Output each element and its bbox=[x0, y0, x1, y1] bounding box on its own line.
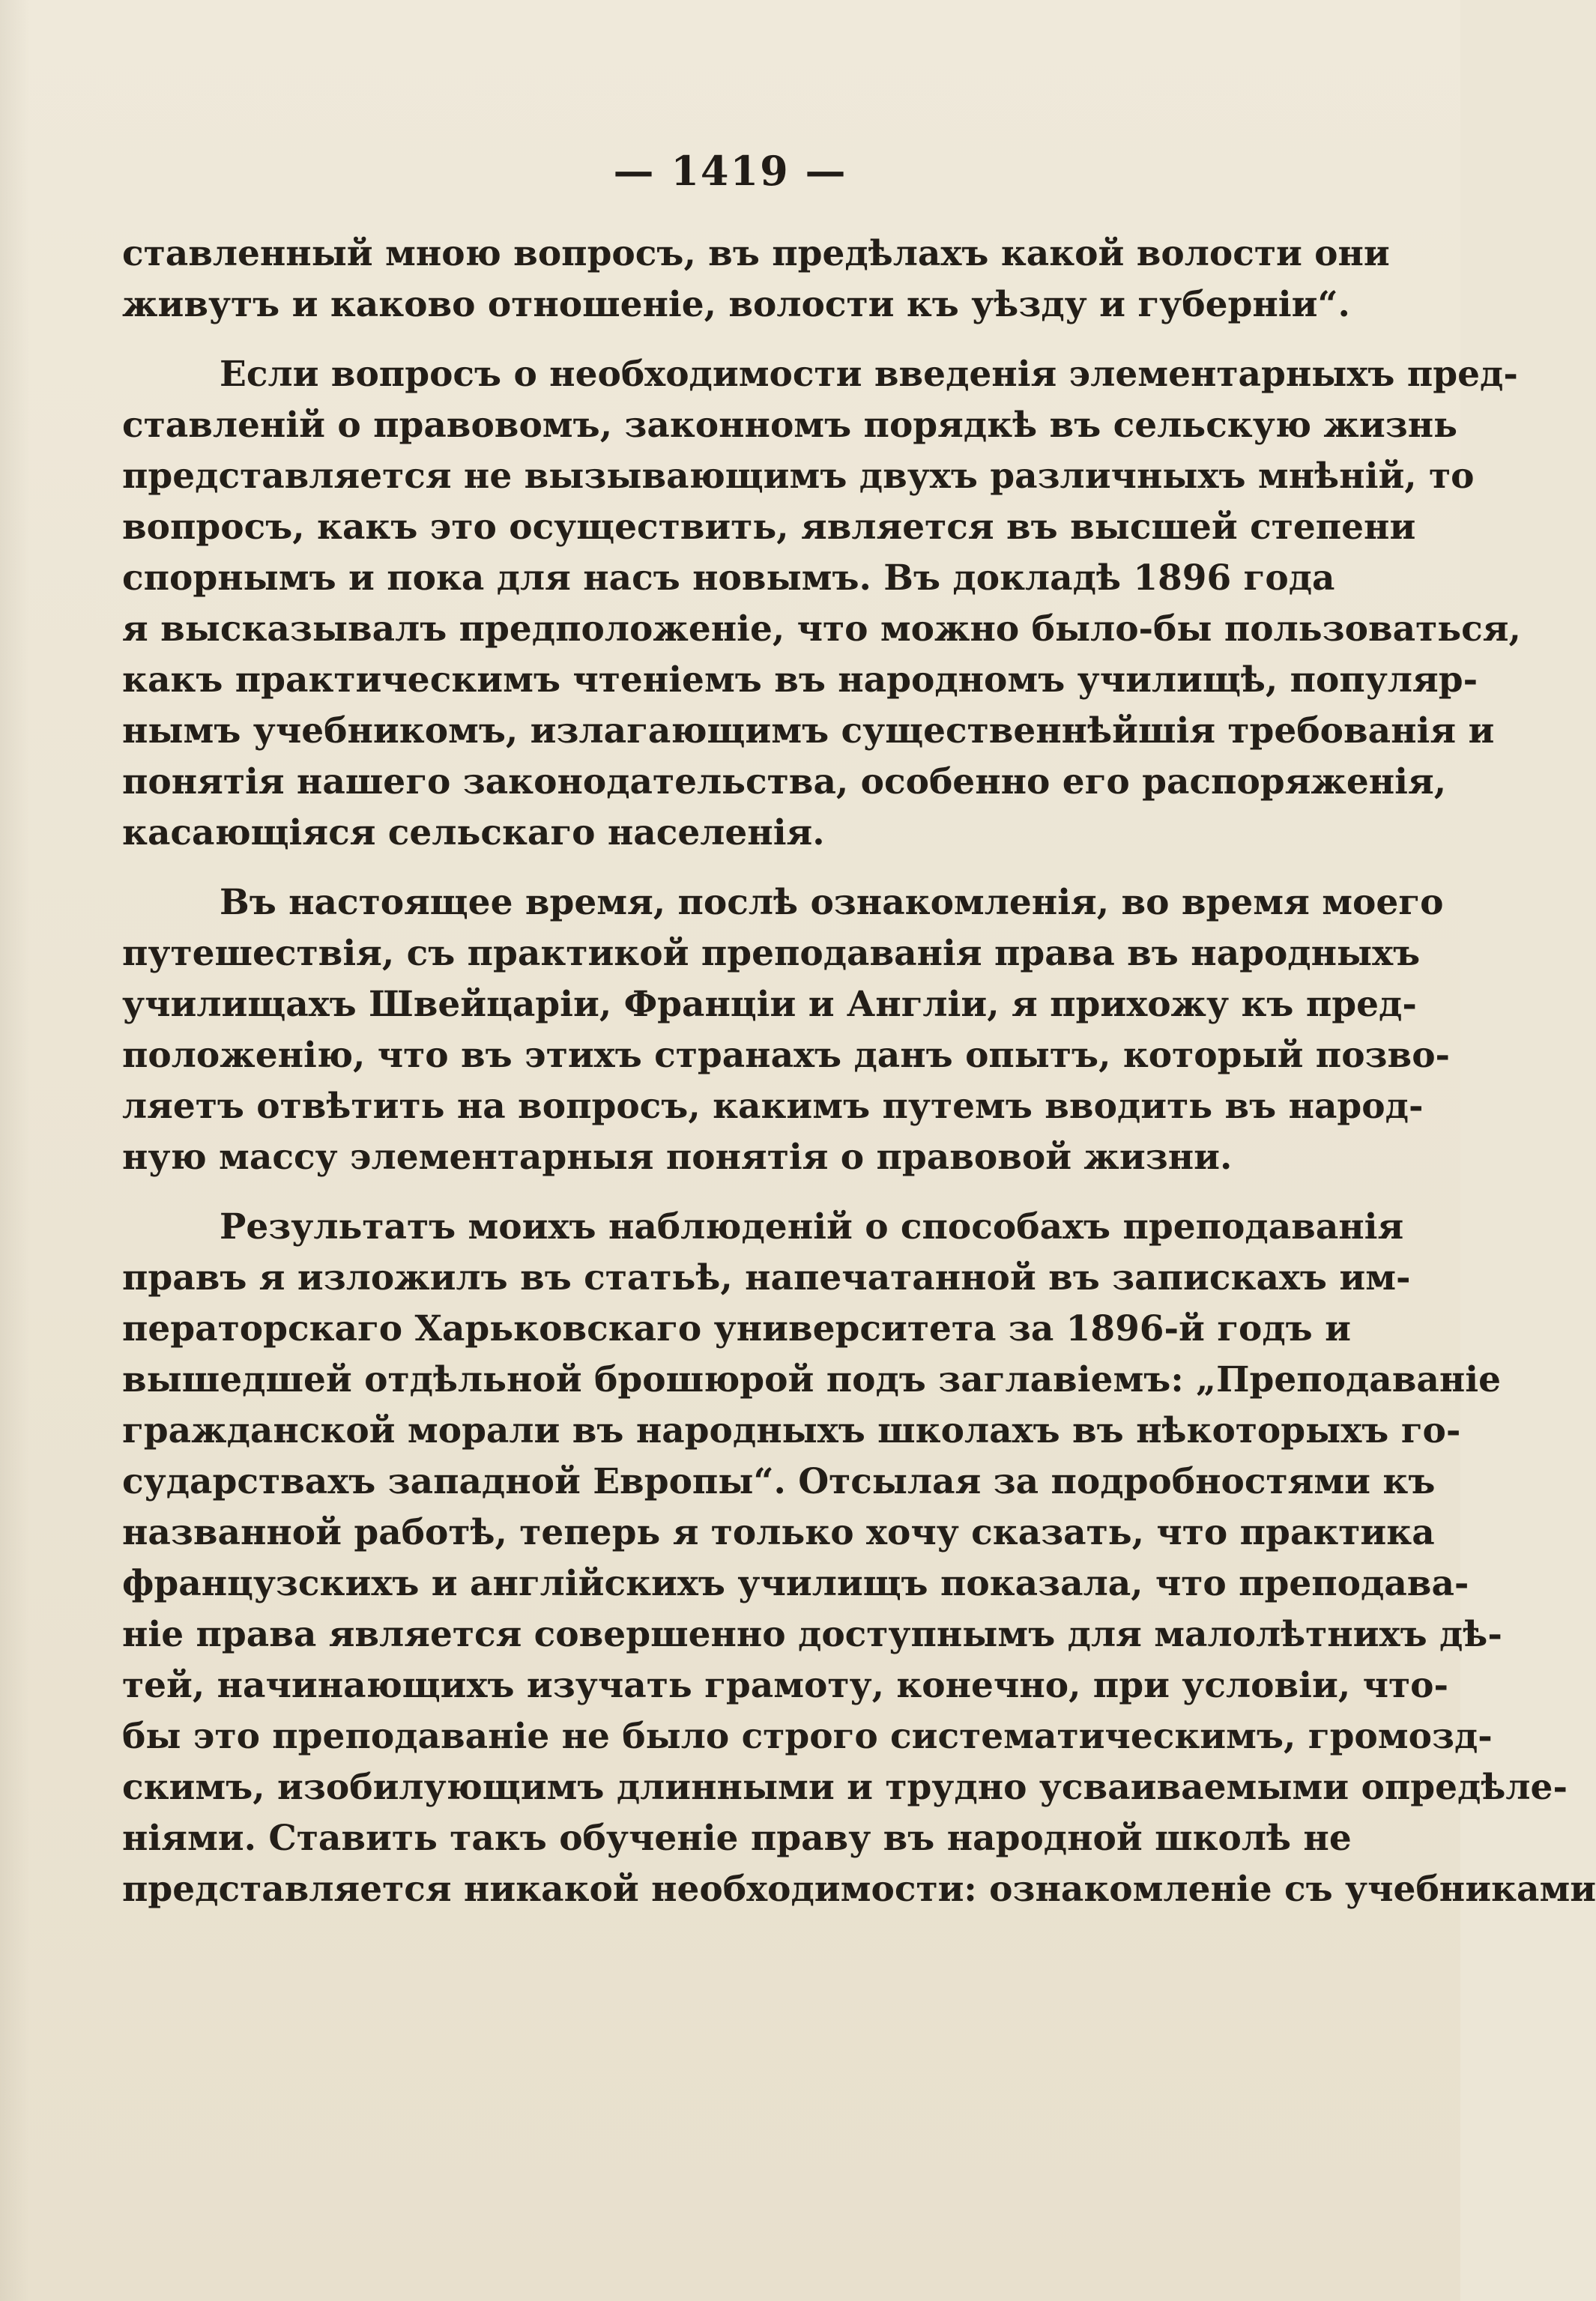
text-line: бы это преподаваніе не было строго систематическимъ, громозд- bbox=[122, 1716, 1493, 1757]
text-line: Результатъ моихъ наблюденій о способахъ преподаванія bbox=[220, 1206, 1404, 1248]
text-line: училищахъ Швейцаріи, Франціи и Англіи, я прихожу къ пред- bbox=[122, 984, 1417, 1025]
paragraph bbox=[122, 877, 1451, 1183]
text-line: ніе права является совершенно доступнымъ для малолѣтнихъ дѣ- bbox=[122, 1614, 1502, 1655]
text-line: вышедшей отдѣльной брошюрой подъ заглавіемъ: „Преподаваніе bbox=[122, 1359, 1502, 1400]
text-line: представляется не вызывающимъ двухъ различныхъ мнѣній, то bbox=[122, 456, 1475, 497]
text-line: французскихъ и англійскихъ училищъ показала, что преподава- bbox=[122, 1563, 1469, 1604]
text-line: правъ я изложилъ въ статьѣ, напечатанной въ запискахъ им- bbox=[122, 1257, 1411, 1298]
text-line: гражданской морали въ народныхъ школахъ въ нѣкоторыхъ го- bbox=[122, 1410, 1461, 1451]
text-line: касающіяся сельскаго населенія. bbox=[122, 812, 825, 853]
text-line: путешествія, съ практикой преподаванія права въ народныхъ bbox=[122, 933, 1421, 974]
text-line: Въ настоящее время, послѣ ознакомленія, во время моего bbox=[220, 882, 1444, 923]
text-line: я высказывалъ предположеніе, что можно было-бы пользоваться, bbox=[122, 608, 1521, 650]
text-line: ператорскаго Харьковскаго университета за 1896-й годъ и bbox=[122, 1308, 1351, 1349]
page-number: — 1419 — bbox=[613, 147, 847, 195]
paragraph bbox=[122, 229, 1390, 330]
text-line: живутъ и каково отношеніе, волости къ уѣзду и губерніи“. bbox=[122, 284, 1350, 325]
text-line: понятія нашего законодательства, особенно его распоряженія, bbox=[122, 761, 1447, 802]
text-line: представляется никакой необходимости: ознакомленіе съ учебниками bbox=[122, 1869, 1596, 1910]
text-line: скимъ, изобилующимъ длинными и трудно усваиваемыми опредѣле- bbox=[122, 1767, 1568, 1808]
paragraph bbox=[122, 349, 1521, 859]
paragraph bbox=[122, 1202, 1596, 1915]
text-line: ную массу элементарныя понятія о правовой жизни. bbox=[122, 1137, 1233, 1178]
text-line: вопросъ, какъ это осуществить, является въ высшей степени bbox=[122, 507, 1416, 548]
text-line: ставленный мною вопросъ, въ предѣлахъ какой волости они bbox=[122, 233, 1390, 274]
text-line: ніями. Ставить такъ обученіе праву въ народной школѣ не bbox=[122, 1818, 1352, 1859]
text-line: тей, начинающихъ изучать грамоту, конечно, при условіи, что- bbox=[122, 1665, 1448, 1706]
body-text bbox=[122, 229, 1596, 1915]
text-line: спорнымъ и пока для насъ новымъ. Въ докладѣ 1896 года bbox=[122, 557, 1335, 599]
text-line: положенію, что въ этихъ странахъ данъ опытъ, который позво- bbox=[122, 1035, 1451, 1076]
text-line: сударствахъ западной Европы“. Отсылая за подробностями къ bbox=[122, 1461, 1436, 1502]
text-line: нымъ учебникомъ, излагающимъ существеннѣйшія требованія и bbox=[122, 710, 1495, 752]
text-line: Если вопросъ о необходимости введенія элементарныхъ пред- bbox=[220, 354, 1518, 395]
text-line: какъ практическимъ чтеніемъ въ народномъ училищѣ, популяр- bbox=[122, 659, 1478, 701]
text-line: ставленій о правовомъ, законномъ порядкѣ въ сельскую жизнь bbox=[122, 405, 1458, 446]
text-line: названной работѣ, теперь я только хочу сказать, что практика bbox=[122, 1512, 1435, 1553]
text-line: ляетъ отвѣтить на вопросъ, какимъ путемъ вводить въ народ- bbox=[122, 1086, 1424, 1127]
